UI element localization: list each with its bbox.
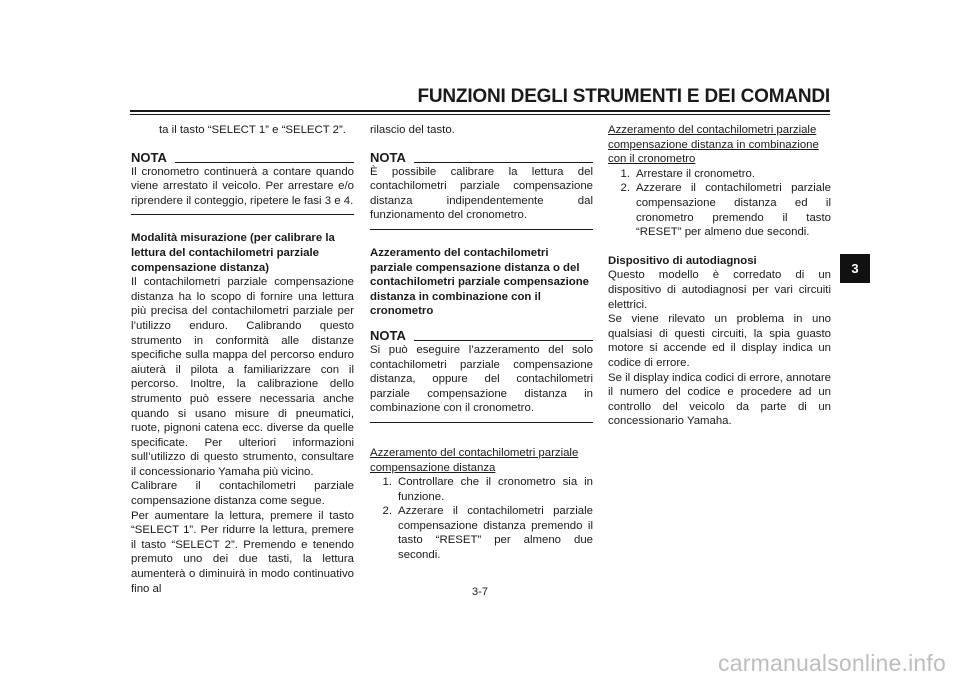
list-number: 1. [620,167,630,180]
column-2 [370,123,593,563]
paragraph: Se il display indica codici di errore, annotare il numero del codice e procedere ad un controllo del veicolo da parte di un concessionario Yamaha. [608,371,831,428]
nota-label: NOTA [370,149,406,165]
nota-text: È possibile calibrare la lettura del contachilometri parziale compensazione distanza indipendentemente dal funzionamento del cronometro. [370,165,593,222]
list-text: Arrestare il cronometro. [636,167,756,180]
page-title: FUNZIONI DEGLI STRUMENTI E DEI COMANDI [417,86,830,107]
nota-rule [175,162,354,163]
list-text: Azzerare il contachilometri parziale compensazione distanza premendo il tasto “RESET” per almeno due secondi. [398,505,593,562]
sub-heading: Azzeramento del contachilometri parziale compensazione distanza in combinazione con il cronometro [608,124,819,166]
nota-header [370,329,593,343]
nota-label: NOTA [131,149,167,165]
nota-label: NOTA [370,327,406,343]
chapter-tab: 3 [840,254,870,283]
paragraph: Se viene rilevato un problema in uno qualsiasi di questi circuiti, la spia guasto motore si accende ed il display indica un codice di errore. [608,313,831,369]
continued-text: ta il tasto “SELECT 1” e “SELECT 2”. [159,124,346,136]
page-number: 3-7 [472,586,488,598]
paragraph: Calibrare il contachilometri parziale compensazione distanza come segue. [131,480,354,508]
list-number: 2. [620,182,630,195]
column-1 [131,123,354,596]
nota-end-rule [131,214,354,215]
nota-end-rule [370,422,593,423]
list-item [370,504,593,562]
list-item [608,181,831,239]
watermark: carmanualsonline.info [718,650,946,676]
list-number: 1. [382,476,392,489]
paragraph: Per aumentare la lettura, premere il tasto “SELECT 1”. Per ridurre la lettura, premere il tasto “SELECT 2”. Premendo e tenendo premuto uno dei due tasti, la lettura aumenterà o diminuirà in modo continuativo fino al [131,509,354,595]
section-heading: Dispositivo di autodiagnosi [608,254,757,267]
list-item [370,475,593,504]
list-text: Azzerare il contachilometri parziale compensazione distanza ed il cronometro premendo il tasto “RESET” per almeno due secondi. [636,182,831,239]
list-text: Controllare che il cronometro sia in funzione. [398,476,593,503]
nota-text: Si può eseguire l’azzeramento del solo contachilometri parziale compensazione distanza, oppure del contachilometri parziale compensazione distanza in combinazione con il cronometro. [370,343,593,415]
nota-header [370,151,593,165]
paragraph: Questo modello è corredato di un dispositivo di autodiagnosi per vari circuiti elettrici. [608,269,831,311]
nota-header [131,151,354,165]
list-number: 2. [382,505,392,518]
header-rule [130,110,830,112]
sub-heading: Azzeramento del contachilometri parziale compensazione distanza [370,446,579,474]
nota-text: Il cronometro continuerà a contare quando viene arrestato il veicolo. Per arrestare e/o riprendere il conteggio, ripetere le fasi 3 e 4. [131,165,354,207]
nota-rule [414,340,593,341]
column-3 [608,123,831,429]
paragraph: Il contachilometri parziale compensazione distanza ha lo scopo di fornire una lettura più precisa del contachilometri parziale per l’utilizzo enduro. Calibrando questo strumento in conformità alle distanze specifiche sulla mappa del percorso enduro aiuterà il pilota a familiarizzare con il percorso. Inoltre, la calibrazione dello strumento può essere necessaria anche quando si usano misure di pneumatici, ruote, pignoni catena ecc. diverse da quelle specificate. Per ulteriori informazioni sull’utilizzo di questo strumento, consultare il concessionario Yamaha più vicino. [131,276,354,478]
section-heading: Modalità misurazione (per calibrare la lettura del contachilometri parziale compensazione distanza) [131,232,335,274]
continued-text: rilascio del tasto. [370,124,455,136]
header-rule-thin [130,114,830,115]
list-item [608,167,831,182]
nota-end-rule [370,229,593,230]
section-heading: Azzeramento del contachilometri parziale compensazione distanza o del contachilometri parziale compensazione distanza in combinazione con il cronometro [370,246,590,318]
nota-rule [414,162,593,163]
